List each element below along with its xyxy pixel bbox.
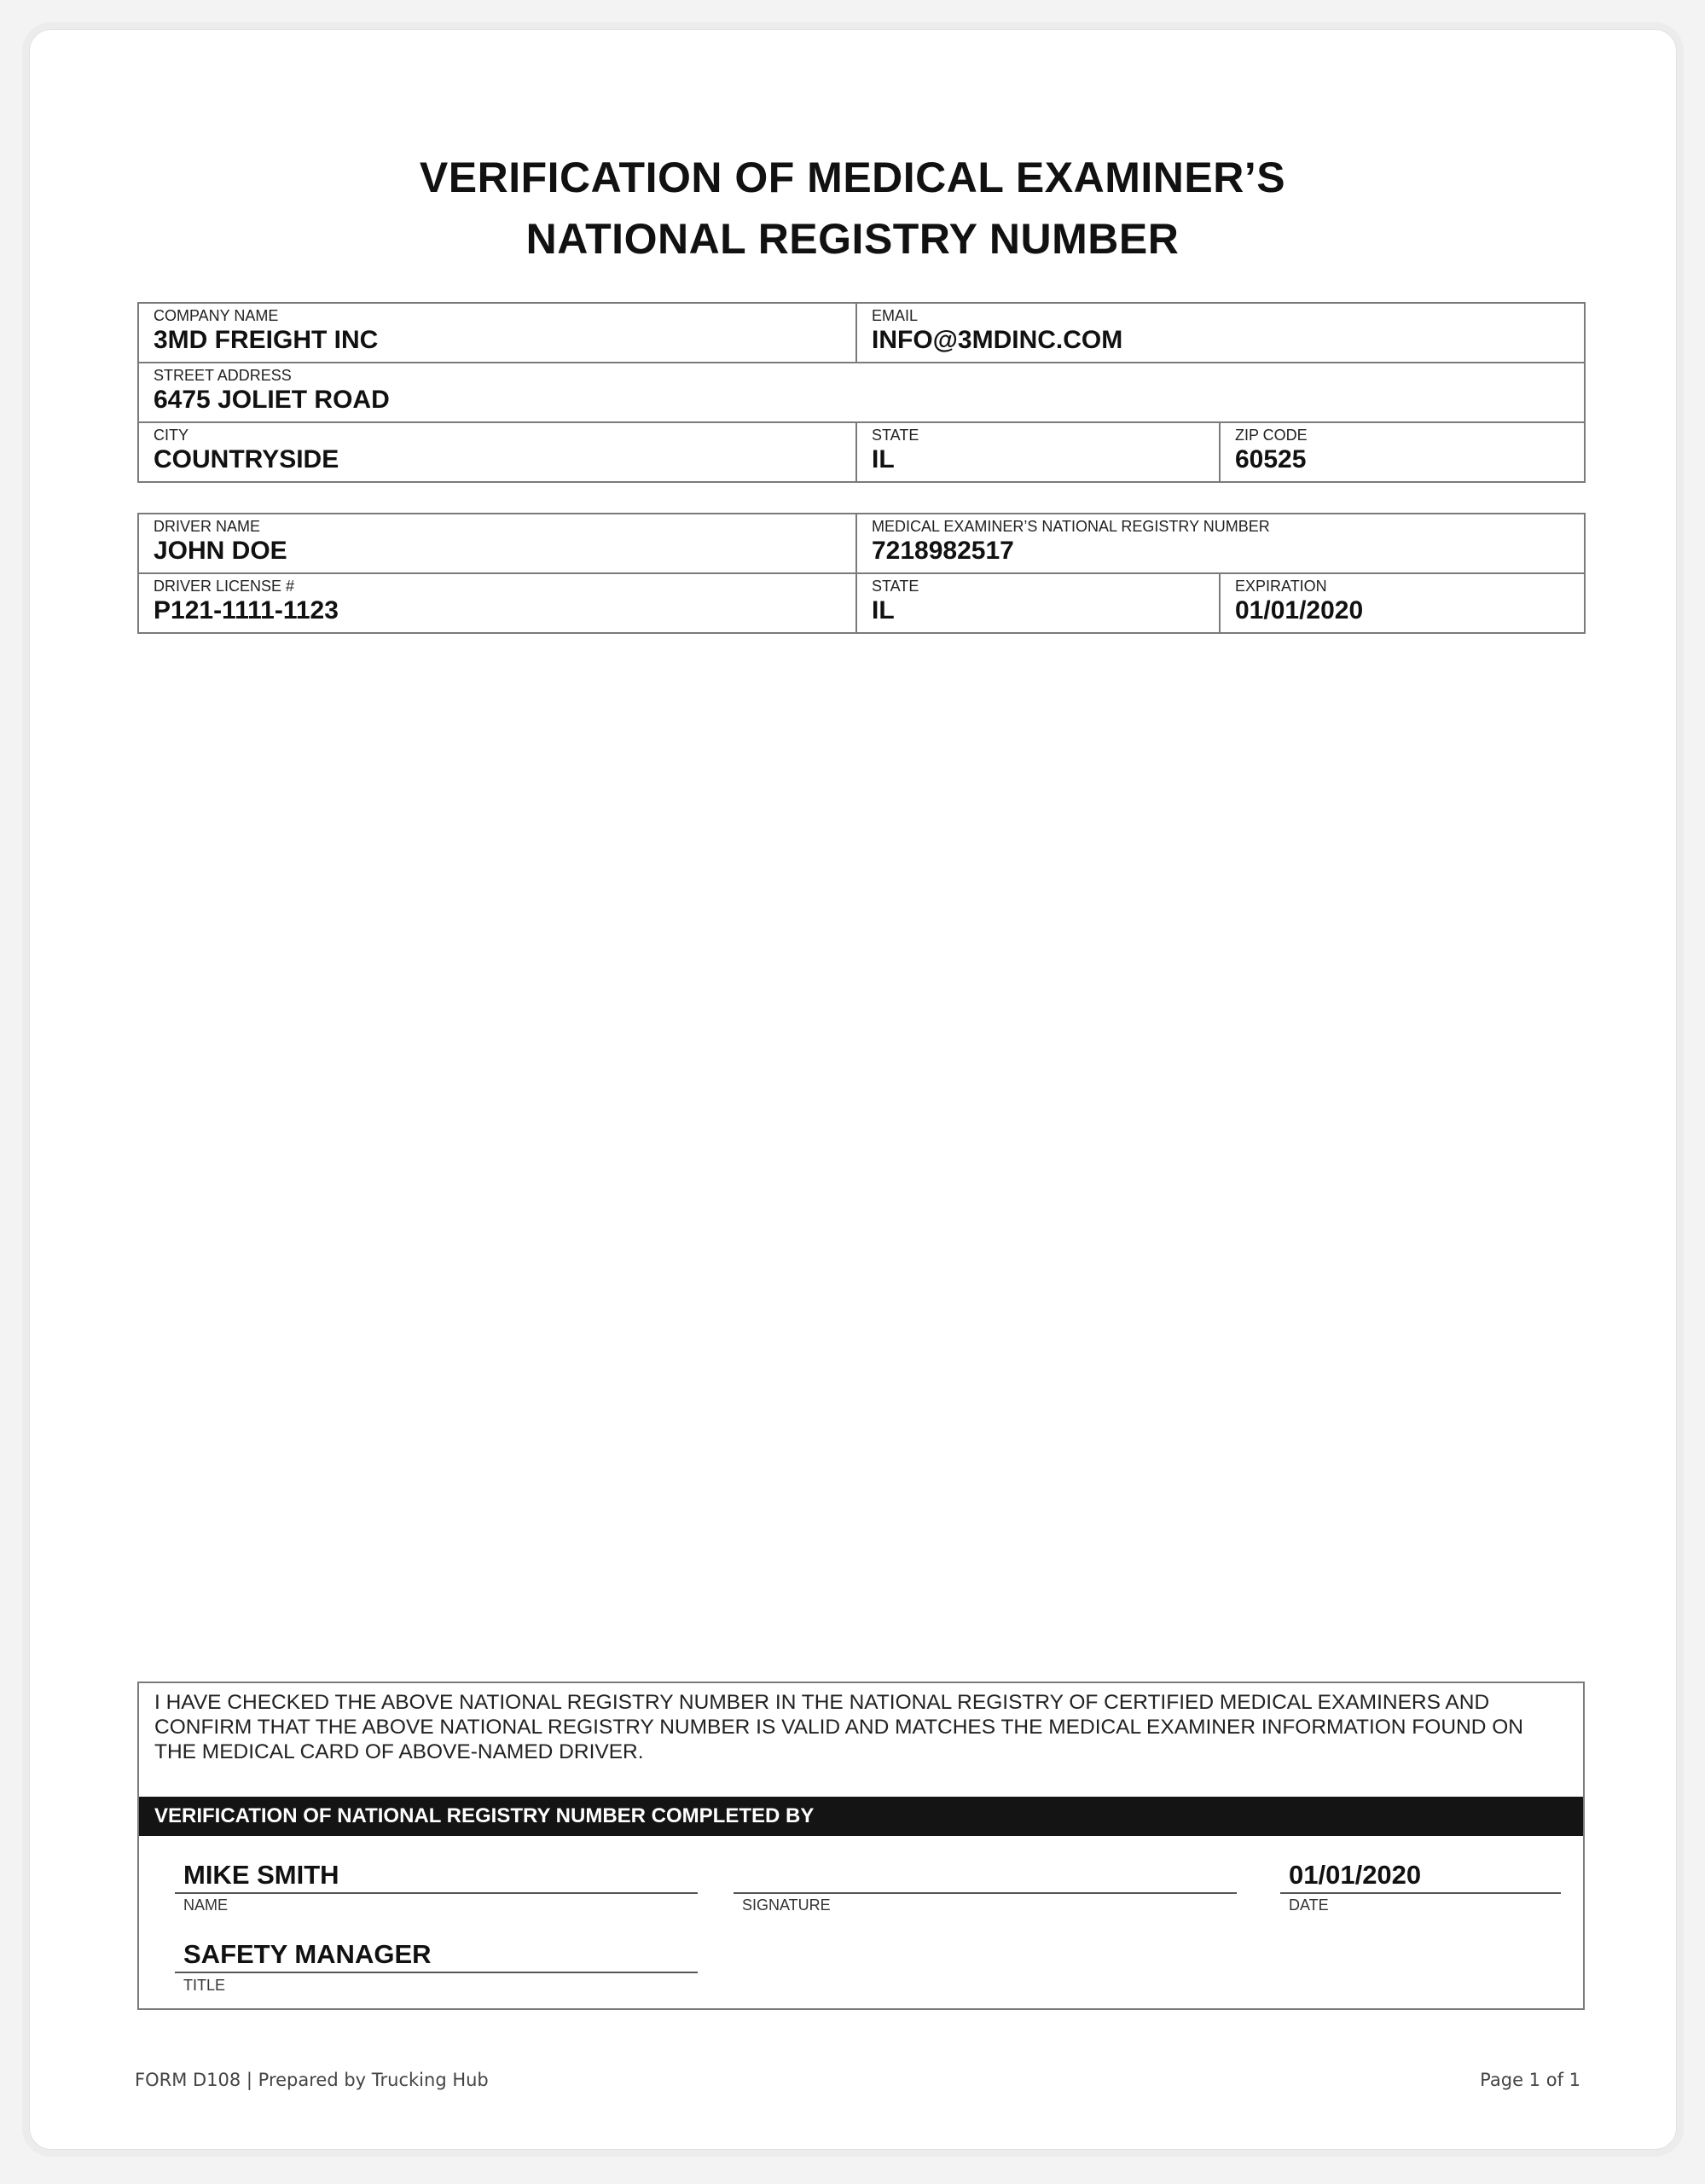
verification-date-line (1280, 1892, 1561, 1894)
footer-page-info: Page 1 of 1 (1480, 2070, 1580, 2090)
zip-code-value: 60525 (1235, 445, 1307, 473)
verifier-title-line (175, 1972, 698, 1973)
verification-date-label: DATE (1289, 1896, 1329, 1914)
company-name-label: COMPANY NAME (154, 307, 279, 324)
document-title (0, 147, 1705, 270)
title-line-1: VERIFICATION OF MEDICAL EXAMINER’S (419, 154, 1286, 201)
street-address-value: 6475 JOLIET ROAD (154, 386, 390, 414)
company-name-value: 3MD FREIGHT INC (154, 326, 379, 354)
verifier-title-label: TITLE (183, 1977, 226, 1994)
footer-form-info: FORM D108 | Prepared by Trucking Hub (135, 2070, 489, 2090)
verifier-name-label: NAME (183, 1896, 229, 1914)
registry-number-label: MEDICAL EXAMINER’S NATIONAL REGISTRY NUMBER (872, 518, 1270, 535)
license-state-cell (856, 573, 1220, 633)
email-cell (856, 303, 1585, 363)
verifier-title-value: SAFETY MANAGER (183, 1939, 432, 1969)
company-name-cell (138, 303, 856, 363)
title-line-2: NATIONAL REGISTRY NUMBER (525, 215, 1180, 263)
zip-code-cell (1220, 422, 1585, 482)
license-state-value: IL (872, 596, 895, 624)
driver-name-cell (138, 514, 856, 573)
driver-license-value: P121-1111-1123 (154, 596, 339, 624)
expiration-label: EXPIRATION (1235, 578, 1327, 595)
completed-by-heading: VERIFICATION OF NATIONAL REGISTRY NUMBER COMPLETED BY (139, 1797, 1583, 1836)
expiration-cell (1220, 573, 1585, 633)
company-state-cell (856, 422, 1220, 482)
registry-number-cell (856, 514, 1585, 573)
driver-name-value: JOHN DOE (154, 537, 287, 565)
certification-statement: I HAVE CHECKED THE ABOVE NATIONAL REGISTRY NUMBER IN THE NATIONAL REGISTRY OF CERTIFIED MEDICAL EXAMINERS AND CONFIRM THAT THE ABOVE NATIONAL REGISTRY NUMBER IS VALID AND MATCHES THE MEDICAL EXAMINER INFORMATION FOUND ON THE MEDICAL CARD OF ABOVE-NAMED DRIVER. (154, 1691, 1523, 1763)
expiration-value: 01/01/2020 (1235, 596, 1364, 624)
city-label: CITY (154, 427, 189, 444)
registry-number-value: 7218982517 (872, 537, 1014, 565)
street-address-label: STREET ADDRESS (154, 367, 292, 384)
driver-license-cell (138, 573, 856, 633)
street-address-cell (138, 363, 1585, 422)
company-info-table (137, 302, 1586, 483)
city-value: COUNTRYSIDE (154, 445, 339, 473)
email-label: EMAIL (872, 307, 919, 324)
company-state-value: IL (872, 445, 895, 473)
email-value: INFO@3MDINC.COM (872, 326, 1123, 354)
zip-code-label: ZIP CODE (1235, 427, 1308, 444)
license-state-label: STATE (872, 578, 919, 595)
verifier-name-value: MIKE SMITH (183, 1860, 339, 1890)
verifier-name-line (175, 1892, 698, 1894)
signature-label: SIGNATURE (742, 1896, 831, 1914)
certification-box (137, 1682, 1585, 2010)
driver-name-label: DRIVER NAME (154, 518, 261, 535)
driver-info-table (137, 513, 1586, 634)
driver-license-label: DRIVER LICENSE # (154, 578, 295, 595)
verification-date-value: 01/01/2020 (1289, 1860, 1422, 1890)
city-cell (138, 422, 856, 482)
signature-line (734, 1892, 1237, 1894)
company-state-label: STATE (872, 427, 919, 444)
